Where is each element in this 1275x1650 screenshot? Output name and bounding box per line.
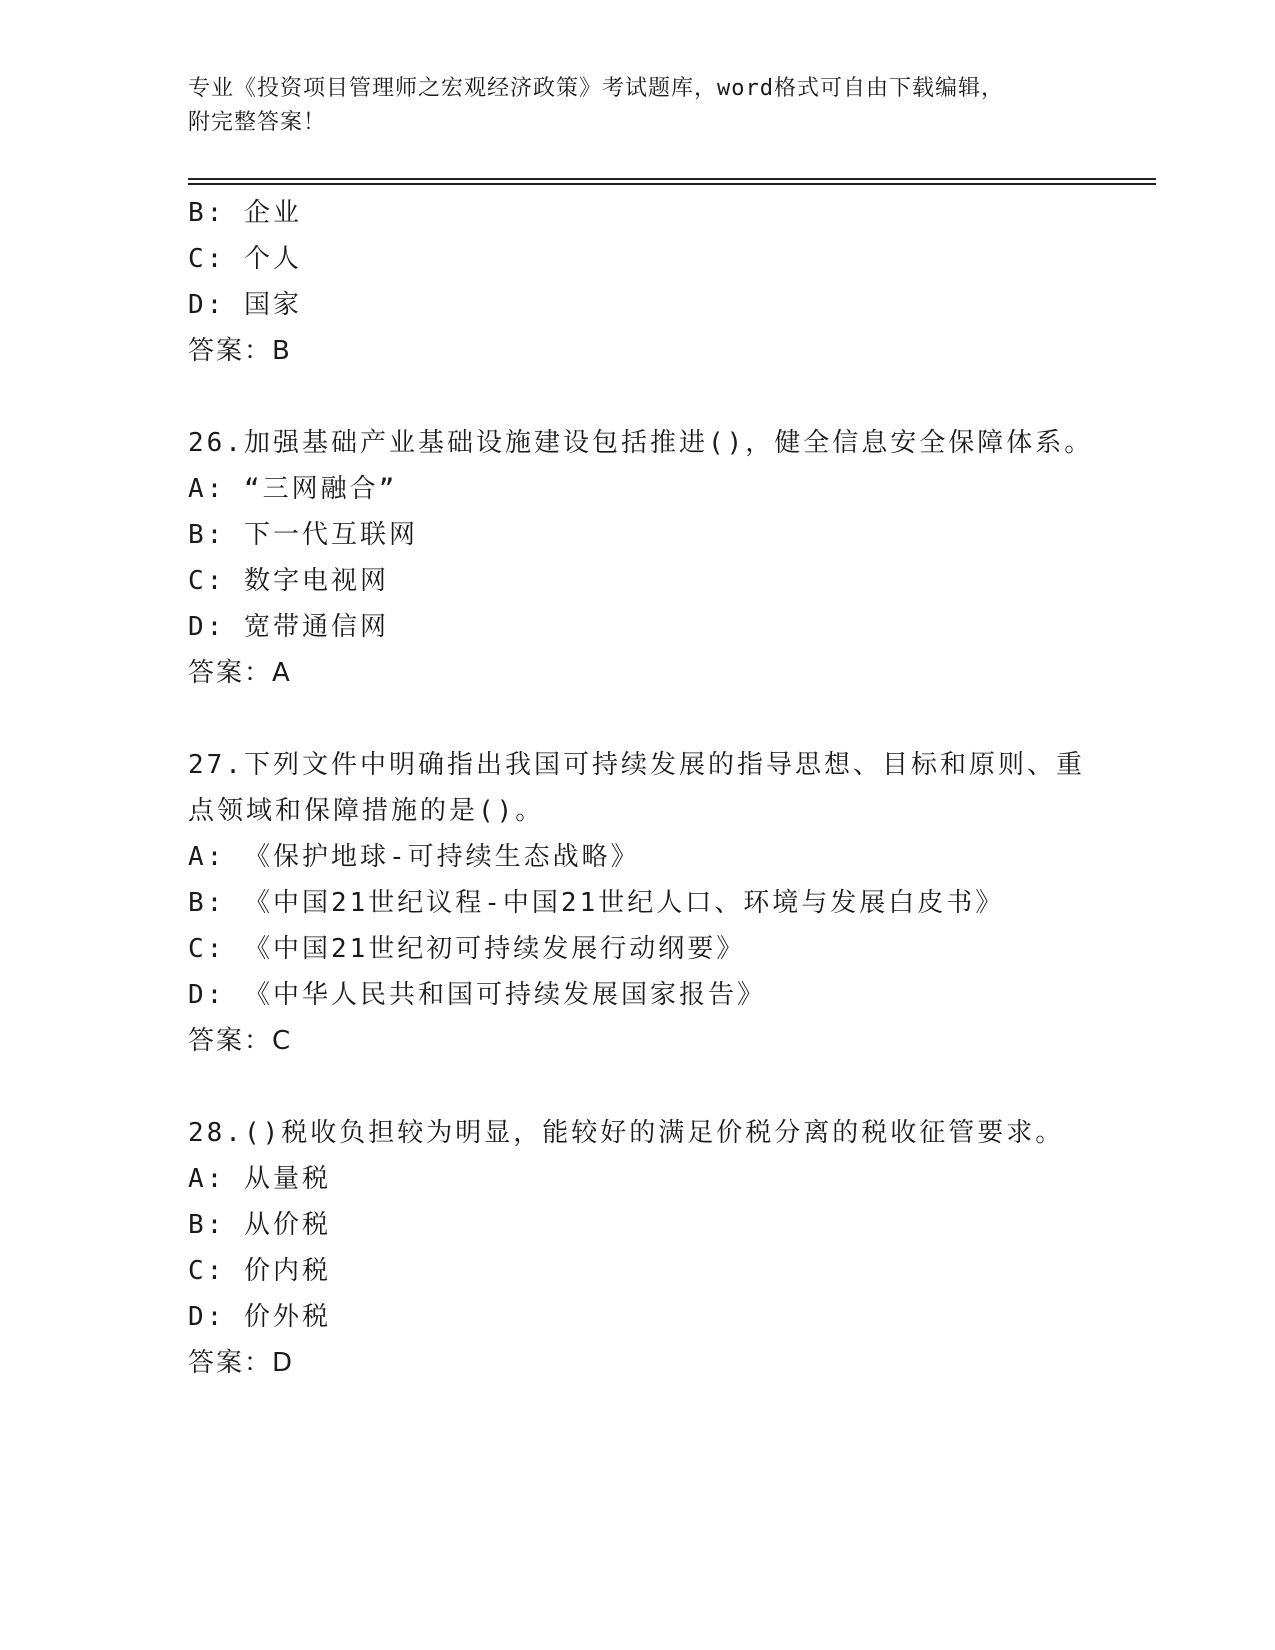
option-c: C: 价内税 (188, 1256, 331, 1286)
option-a: A: 从量税 (188, 1164, 331, 1194)
question-25 (188, 190, 1088, 374)
question-27 (188, 742, 1088, 1064)
header-rule-top (188, 178, 1156, 180)
option-c: C: 个人 (188, 244, 302, 274)
question-text-line-2: 点领域和保障措施的是()。 (188, 796, 545, 826)
question-28 (188, 1110, 1088, 1386)
option-a: A: “三网融合” (188, 474, 398, 504)
document-header (188, 72, 1088, 140)
option-b: B: 下一代互联网 (188, 520, 418, 550)
question-text-line-1: 27.下列文件中明确指出我国可持续发展的指导思想、目标和原则、重 (188, 750, 1085, 780)
option-b: B: 企业 (188, 198, 302, 228)
header-line-1: 专业《投资项目管理师之宏观经济政策》考试题库，word格式可自由下载编辑， (188, 76, 1004, 101)
header-line-2: 附完整答案！ (188, 110, 327, 135)
spacer (188, 696, 1088, 742)
question-list (188, 190, 1094, 1386)
answer: 答案：A (188, 658, 292, 688)
header-rule-bottom (188, 183, 1156, 185)
option-a: A: 《保护地球-可持续生态战略》 (188, 842, 640, 872)
option-d: D: 宽带通信网 (188, 612, 389, 642)
option-c: C: 数字电视网 (188, 566, 389, 596)
option-d: D: 《中华人民共和国可持续发展国家报告》 (188, 980, 766, 1010)
question-text: 26.加强基础产业基础设施建设包括推进()，健全信息安全保障体系。 (188, 428, 1094, 458)
option-d: D: 价外税 (188, 1302, 331, 1332)
option-b: B: 《中国21世纪议程-中国21世纪人口、环境与发展白皮书》 (188, 888, 1005, 918)
spacer (188, 1064, 1088, 1110)
question-text: 28.()税收负担较为明显，能较好的满足价税分离的税收征管要求。 (188, 1118, 1065, 1148)
answer: 答案：C (188, 1026, 293, 1056)
answer: 答案：D (188, 1348, 295, 1378)
option-d: D: 国家 (188, 290, 302, 320)
spacer (188, 374, 1088, 420)
question-26 (188, 420, 1094, 696)
option-b: B: 从价税 (188, 1210, 331, 1240)
option-c: C: 《中国21世纪初可持续发展行动纲要》 (188, 934, 746, 964)
answer: 答案：B (188, 336, 292, 366)
